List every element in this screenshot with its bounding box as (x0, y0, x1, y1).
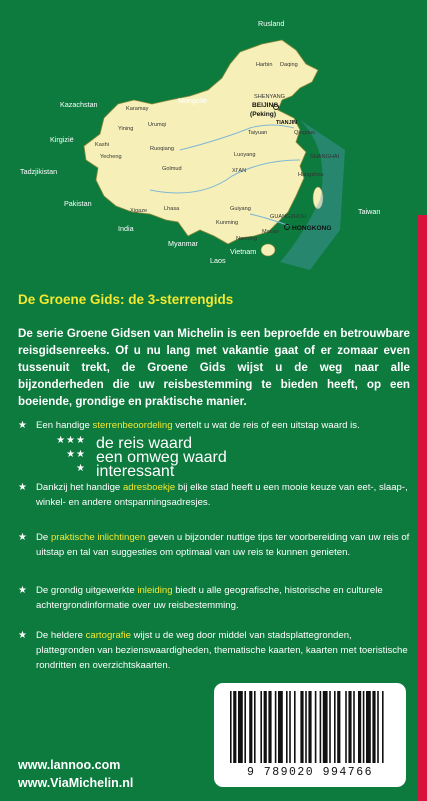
city-taiyuan: Taiyuan (248, 130, 268, 136)
label-vietnam: Vietnam (230, 247, 257, 256)
feature-introduction (18, 583, 410, 613)
city-xigaze: Xigaze (130, 208, 148, 214)
barcode-bar (345, 691, 347, 763)
barcode-bar (366, 691, 371, 763)
city-macao: Macao (262, 229, 279, 235)
barcode-bar (348, 691, 351, 763)
city-ruoqiang: Ruoqiang (150, 146, 174, 152)
barcode-bar (230, 691, 232, 763)
city-shenyang: SHENYANG (254, 94, 285, 100)
rating-row (18, 435, 410, 452)
label-russia: Rusland (258, 19, 285, 28)
star-icon: ★ (18, 420, 27, 431)
feature-practical-info (18, 530, 410, 560)
label-tajikistan: Tadzjikistan (20, 167, 58, 176)
barcode-bar (278, 691, 283, 763)
star-icon: ★ (18, 630, 27, 641)
bullet-item: ★ De praktische inlichtingen geven u bijzonder nuttige tips ter voorbereiding van uw reis of uitstap en tal van suggesties om optimaal van uw reis te kunnen genieten. (18, 532, 410, 558)
label-laos: Laos (210, 256, 226, 265)
barcode-bar (264, 691, 267, 763)
barcode-bar (268, 691, 271, 763)
barcode-bar (320, 691, 322, 763)
city-golmud: Golmud (162, 166, 182, 172)
barcode-bar (249, 691, 252, 763)
star-icon: ★ (18, 482, 27, 493)
label-kazakhstan: Kazachstan (60, 100, 98, 109)
bullet-item: ★ Dankzij het handige adresboekje bij elke stad heeft u een mooie keuze van eet-, slaap-, winkel- en andere ontspanningsadresjes. (18, 482, 408, 508)
city-guiyang: Guiyang (230, 206, 251, 212)
highlight-term: adresboekje (122, 482, 176, 493)
barcode-bar (244, 691, 246, 763)
city-hangzhou: Hangzhou (298, 172, 324, 178)
city-guangzhou: GUANGZHOU (270, 214, 307, 220)
city-karamay: Karamay (126, 106, 149, 112)
city-yining: Yining (118, 126, 134, 132)
barcode-bar (377, 691, 379, 763)
barcode-number: 9 789020 994766 (246, 766, 374, 779)
barcode-bar (353, 691, 355, 763)
rating-row (18, 449, 410, 466)
barcode-bar (294, 691, 296, 763)
barcode-bar (358, 691, 361, 763)
barcode-bar (308, 691, 311, 763)
city-xian: XI'AN (232, 168, 247, 174)
label-india: India (118, 224, 134, 233)
barcode-bar (334, 691, 336, 763)
rating-stars: ★★★ (56, 435, 86, 446)
feature-star-rating (18, 418, 410, 480)
rating-stars: ★ (76, 463, 86, 474)
star-icon: ★ (18, 532, 27, 543)
rating-legend (18, 435, 410, 480)
headline: De Groene Gids: de 3-sterrengids (18, 292, 234, 307)
star-icon: ★ (18, 585, 27, 596)
barcode-bars (214, 683, 406, 767)
label-kyrgyzstan: Kirgizië (50, 135, 74, 144)
label-taiwan: Taiwan (358, 207, 381, 216)
barcode-bar (372, 691, 375, 763)
website-viamichelin[interactable]: www.ViaMichelin.nl (18, 776, 134, 790)
website-lannoo[interactable]: www.lannoo.com (18, 758, 121, 772)
label-pakistan: Pakistan (64, 199, 92, 208)
city-nanning: Nanning (236, 236, 257, 242)
label-mongolia: Mongolië (178, 96, 208, 105)
barcode-bar (238, 691, 243, 763)
label-myanmar: Myanmar (168, 239, 198, 248)
text-block (18, 292, 410, 426)
barcode-bar (300, 691, 303, 763)
city-luoyang: Luoyang (234, 152, 256, 158)
city-shanghai: SHANGHAI (310, 154, 340, 160)
barcode-bar (260, 691, 262, 763)
city-kashi: Kashi (95, 142, 109, 148)
city-beijing-alt: (Peking) (250, 111, 277, 118)
feature-cartography (18, 628, 410, 673)
city-harbin: Harbin (256, 62, 273, 68)
intro-paragraph: De serie Groene Gidsen van Michelin is een beproefde en betrouwbare reisgidsenreeks. Of u nu lang met vakantie gaat of er zomaar even tussenuit trekt, de Groene Gids wijst u de weg naar alle bijzonderheden die uw reisbestemming te bieden heeft, op een boeiende, grondige en praktische manier. (18, 327, 410, 408)
barcode-bar (329, 691, 331, 763)
highlight-term: praktische inlichtingen (50, 532, 146, 543)
city-yecheng: Yecheng (100, 154, 122, 160)
city-tianjin: TIANJIN (276, 120, 297, 126)
rating-stars: ★★ (66, 449, 86, 460)
bullet-item: ★ Een handige sterrenbeoordeling vertelt u wat de reis of een uitstap waard is. (18, 420, 360, 431)
barcode-bar (289, 691, 291, 763)
city-urumqi: Urumqi (148, 122, 167, 128)
city-kunming: Kunming (216, 220, 239, 226)
barcode-bar (337, 691, 340, 763)
barcode-bar (233, 691, 236, 763)
highlight-term: sterrenbeoordeling (92, 420, 173, 431)
barcode (214, 683, 406, 787)
barcode-bar (382, 691, 384, 763)
barcode-bar (363, 691, 365, 763)
barcode-bar (323, 691, 328, 763)
city-lhasa: Lhasa (164, 206, 180, 212)
accent-bar (418, 215, 427, 801)
barcode-bar (286, 691, 288, 763)
barcode-bar (275, 691, 277, 763)
barcode-bar (254, 691, 256, 763)
china-map (0, 0, 427, 282)
barcode-bar (315, 691, 317, 763)
rating-label: een omweg waard (96, 449, 227, 466)
rating-label: de reis waard (96, 435, 193, 452)
city-daqing: Daqing (280, 62, 298, 68)
city-qingdao: Qingdao (294, 130, 316, 136)
highlight-term: cartografie (85, 630, 131, 641)
bullet-item: ★ De heldere cartografie wijst u de weg door middel van stadsplattegronden, plattegronden van bezienswaardigheden, thematische kaarten, kaarten met toeristische rondritten en overzichtskaarten. (18, 630, 408, 671)
rating-label: interessant (96, 463, 175, 480)
city-beijing: BEIJING (252, 102, 279, 109)
feature-address-book (18, 480, 410, 510)
bullet-item: ★ De grondig uitgewerkte inleiding biedt u alle geografische, historische en culturele achtergrondinformatie over uw reisbestemming. (18, 585, 383, 611)
city-hongkong: HONGKONG (292, 225, 332, 232)
highlight-term: inleiding (137, 585, 173, 596)
barcode-bar (305, 691, 307, 763)
